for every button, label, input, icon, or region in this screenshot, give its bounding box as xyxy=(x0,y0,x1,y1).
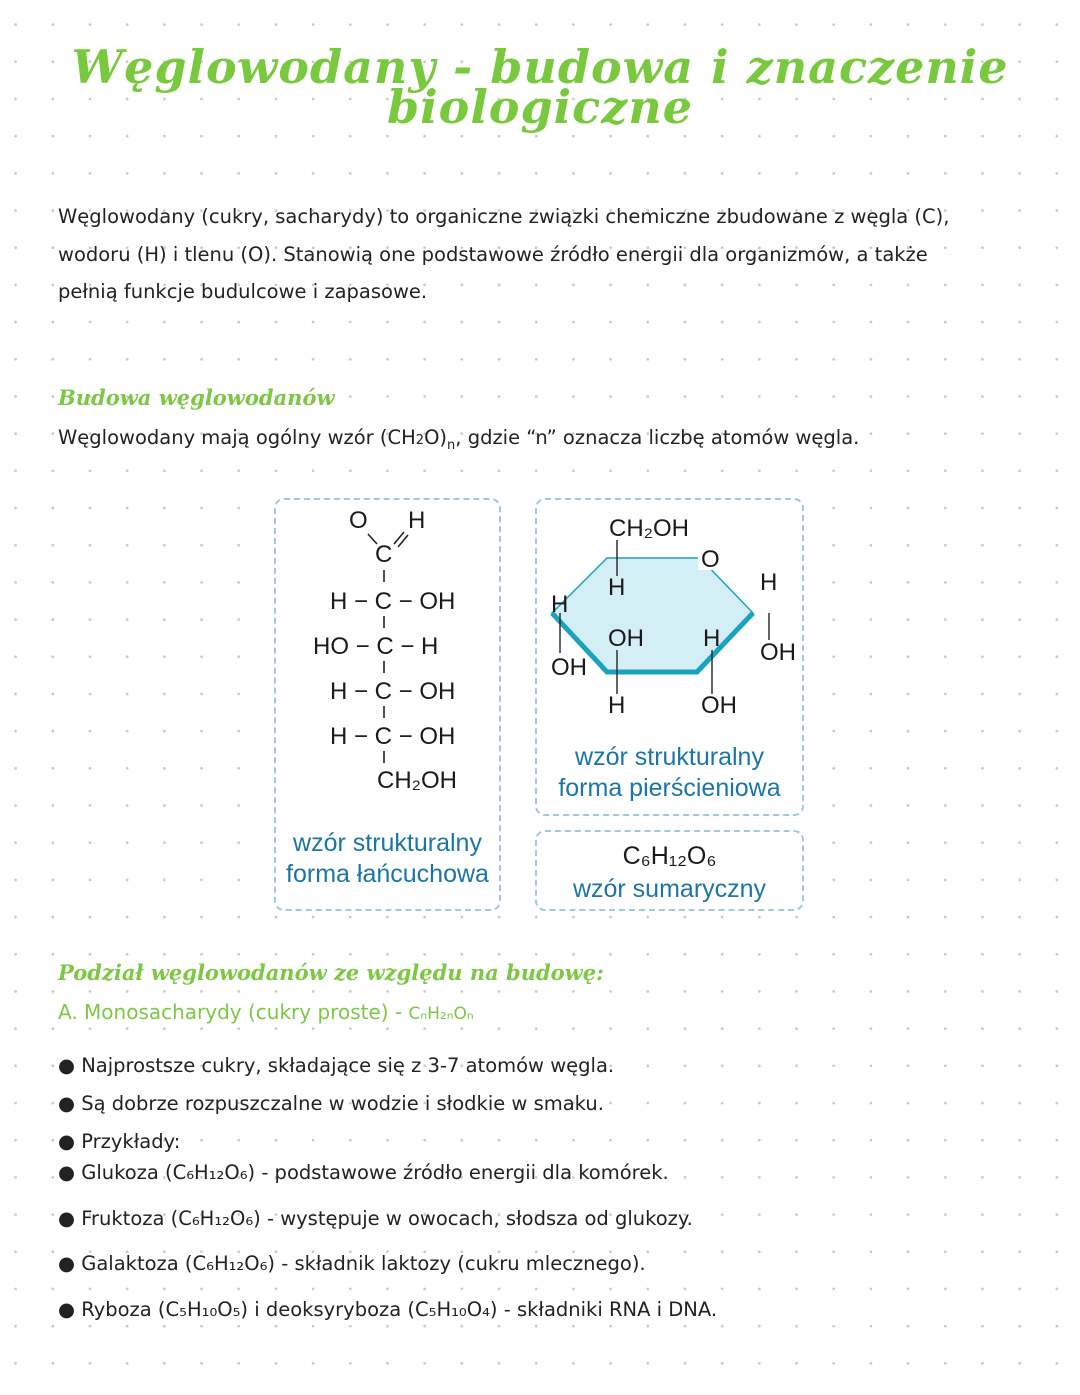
list-item: ● Przykłady: xyxy=(58,1130,181,1153)
atom-label: CH₂OH xyxy=(377,767,457,794)
formula-text: Węglowodany mają ogólny wzór (CH xyxy=(58,426,416,449)
atom-label: H xyxy=(608,574,626,601)
list-item: ● Galaktoza (C₆H₁₂O₆) - składnik laktozy (cukru mlecznego). xyxy=(58,1252,646,1275)
list-item-text: Fruktoza (C₆H₁₂O₆) - występuje w owocach, słodsza od glukozy. xyxy=(81,1207,693,1230)
subheading-formula: CₙH₂ₙOₙ xyxy=(408,1004,474,1024)
list-item: ● Fruktoza (C₆H₁₂O₆) - występuje w owocach, słodsza od glukozy. xyxy=(58,1207,693,1230)
page-title-line2: biologiczne xyxy=(387,80,693,134)
ring-form-diagram xyxy=(535,498,804,728)
chain-row: H − C − OH xyxy=(330,723,456,750)
caption-line: wzór strukturalny xyxy=(293,829,482,857)
list-item-text: Najprostsze cukry, składające się z 3-7 atomów węgla. xyxy=(81,1054,615,1077)
atom-label: OH xyxy=(760,639,796,666)
chain-row: H − C − OH xyxy=(330,678,456,705)
list-item-text: Ryboza (C₅H₁₀O₅) i deoksyryboza (C₅H₁₀O₄) - składniki RNA i DNA. xyxy=(81,1298,718,1321)
subscript: n xyxy=(447,437,456,453)
molecular-formula: C₆H₁₂O₆ xyxy=(622,842,717,870)
page-title: Węglowodany - budowa i znaczenie xyxy=(71,40,1009,94)
atom-label: OH xyxy=(608,625,644,652)
atom-label: H xyxy=(760,569,778,596)
chain-form-diagram xyxy=(274,498,501,798)
atom-label: C xyxy=(375,541,393,568)
chain-row: HO − C − H xyxy=(313,633,439,660)
list-item-text: Galaktoza (C₆H₁₂O₆) - składnik laktozy (cukru mlecznego). xyxy=(81,1252,646,1275)
list-item: ● Ryboza (C₅H₁₀O₅) i deoksyryboza (C₅H₁₀O₄) - składniki RNA i DNA. xyxy=(58,1298,718,1321)
caption-line: forma łańcuchowa xyxy=(286,860,489,888)
atom-label: H xyxy=(408,507,426,534)
subheading-text: A. Monosacharydy (cukry proste) - xyxy=(58,1000,409,1024)
atom-label: H xyxy=(703,625,721,652)
chain-form-box xyxy=(274,498,501,911)
atom-label: OH xyxy=(551,654,587,681)
atom-label: OH xyxy=(701,692,737,719)
section-heading-division: Podział węglowodanów ze względu na budowę: xyxy=(58,960,604,985)
atom-label: CH₂OH xyxy=(609,515,689,542)
list-item-text: Glukoza (C₆H₁₂O₆) - podstawowe źródło energii dla komórek. xyxy=(81,1161,669,1184)
intro-line: wodoru (H) i tlenu (O). Stanowią one podstawowe źródło energii dla organizmów, a także xyxy=(58,242,928,266)
chain-caption xyxy=(276,828,499,890)
atom-label: H xyxy=(608,692,626,719)
summary-caption: wzór sumaryczny xyxy=(572,875,767,903)
caption-line: wzór strukturalny xyxy=(575,743,764,771)
caption-line: forma pierścieniowa xyxy=(558,774,781,802)
summary-formula-box xyxy=(535,830,804,911)
intro-line: Węglowodany (cukry, sacharydy) to organiczne związki chemiczne zbudowane z węgla (C), xyxy=(58,205,950,228)
list-item-text: Są dobrze rozpuszczalne w wodzie i słodkie w smaku. xyxy=(81,1092,604,1115)
intro-line: pełnią funkcje budulcowe i zapasowe. xyxy=(58,280,428,303)
intro-paragraph xyxy=(58,198,1038,311)
list-item-text: Przykłady: xyxy=(81,1130,181,1153)
subscript: 2 xyxy=(415,433,425,448)
chain-row: H − C − OH xyxy=(330,588,456,615)
monosaccharides-subheading xyxy=(58,1000,474,1024)
ring-form-box xyxy=(535,498,804,816)
formula-text: O) xyxy=(424,426,448,449)
atom-label: O xyxy=(701,546,720,573)
ring-caption xyxy=(537,742,802,804)
atom-label: O xyxy=(349,507,368,534)
formula-text: , gdzie “n” oznacza liczbę atomów węgla. xyxy=(455,426,860,449)
atom-label: H xyxy=(551,591,569,618)
general-formula-text xyxy=(58,419,1038,464)
list-item: ● Najprostsze cukry, składające się z 3-7 atomów węgla. xyxy=(58,1054,615,1077)
list-item: ● Są dobrze rozpuszczalne w wodzie i słodkie w smaku. xyxy=(58,1092,604,1115)
list-item: ● Glukoza (C₆H₁₂O₆) - podstawowe źródło energii dla komórek. xyxy=(58,1161,669,1184)
section-heading-structure: Budowa węglowodanów xyxy=(58,385,335,410)
